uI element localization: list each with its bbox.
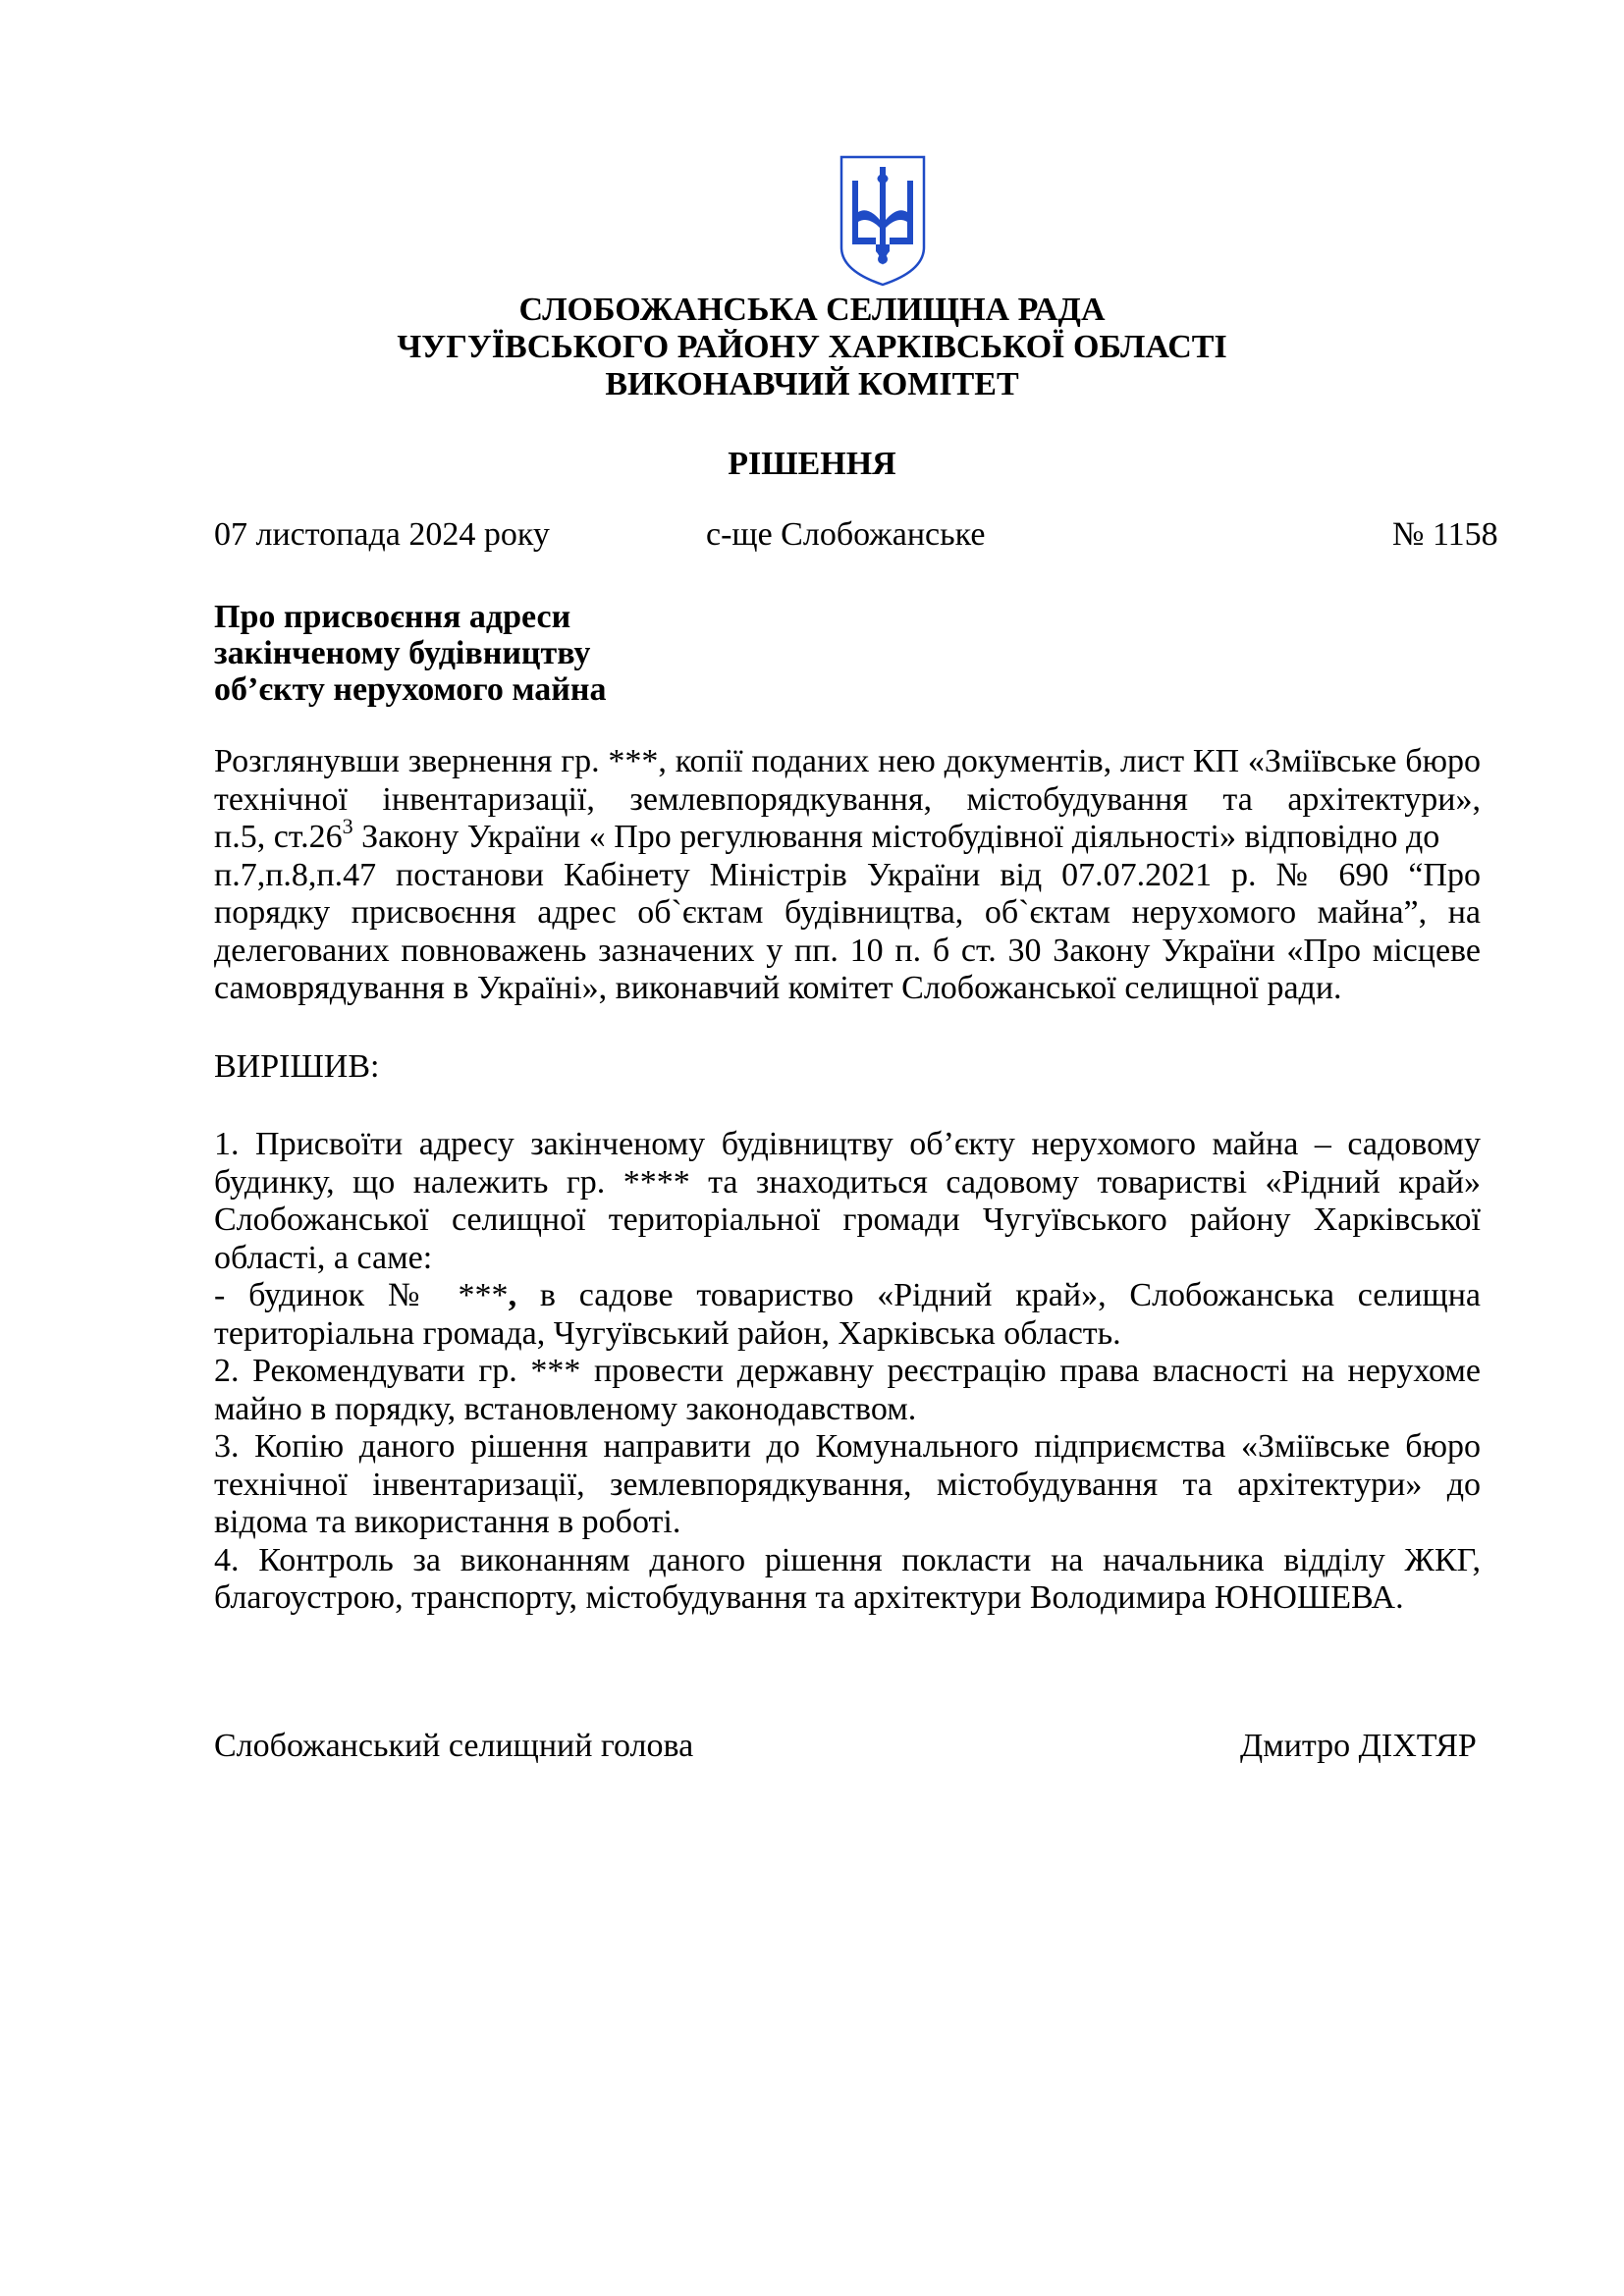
signatory-name: Дмитро ДІХТЯР [1240, 1728, 1477, 1764]
subject-line: об’єкту нерухомого майна [214, 671, 607, 708]
decision-place: с-ще Слобожанське [706, 516, 986, 553]
preamble-ref-text: п.5, ст.26 [214, 819, 343, 855]
resolution-items [214, 1126, 1481, 1618]
resolution-item-4: 4. Контроль за виконанням даного рішення покласти на начальника відділу ЖКГ, благоустрою, транспорту, містобудування та архітектури Володимира ЮНОШЕВА. [214, 1541, 1481, 1616]
preamble-line: п.7,п.8,п.47 постанови Кабінету Міністрів України від 07.07.2021 р. № 690 “Про [214, 856, 1481, 893]
preamble-line: порядку присвоєння адрес об`єктам будівництва, об`єктам нерухомого майна”, на [214, 894, 1481, 931]
district-name: ЧУГУЇВСЬКОГО РАЙОНУ ХАРКІВСЬКОЇ ОБЛАСТІ [397, 329, 1227, 365]
preamble-ref-rest: Закону України « Про регулювання містобудівної діяльності» відповідно до [352, 819, 1440, 855]
resolved-heading: ВИРІШИВ: [214, 1048, 380, 1085]
preamble-line: Розглянувши звернення гр. ***, копії поданих нею документів, лист КП «Зміївське бюро [214, 743, 1481, 779]
preamble-line: делегованих повноважень зазначених у пп. 10 п. б ст. 30 Закону України «Про місцеве [214, 932, 1481, 969]
decision-number: № 1158 [1392, 516, 1498, 553]
address-comma: , [508, 1277, 517, 1313]
article-superscript: 3 [342, 814, 353, 838]
coat-of-arms-icon [837, 153, 929, 289]
signatory-position: Слобожанський селищний голова [214, 1728, 694, 1764]
preamble-line-with-superscript [214, 814, 1481, 857]
preamble-paragraph [214, 743, 1481, 1008]
subject-line: закінченому будівництву [214, 635, 591, 671]
preamble-line: технічної інвентаризації, землевпорядкування, містобудування та архітектури», [214, 780, 1481, 818]
resolution-item-1-address [214, 1277, 1481, 1353]
resolution-item-3: 3. Копію даного рішення направити до Комунального підприємства «Зміївське бюро технічної інвентаризації, землевпорядкування, містобудування та архітектури» до відома та використання в роботі. [214, 1428, 1481, 1540]
address-details: в садове товариство «Рідний край», Слобожанська селищна територіальна громада, Чугуївський район, Харківська область. [214, 1277, 1481, 1352]
decision-date: 07 листопада 2024 року [214, 516, 550, 553]
document-type-title: РІШЕННЯ [728, 446, 896, 482]
committee-name: ВИКОНАВЧИЙ КОМІТЕТ [605, 366, 1019, 402]
decision-subject [214, 599, 606, 708]
resolution-item-2: 2. Рекомендувати гр. *** провести державну реєстрацію права власності на нерухоме майно в порядку, встановленому законодавством. [214, 1353, 1481, 1427]
subject-line: Про присвоєння адреси [214, 599, 571, 635]
address-house-number: - будинок № *** [214, 1277, 509, 1313]
resolution-item-1: 1. Присвоїти адресу закінченому будівництву об’єкту нерухомого майна – садовому будинку, що належить гр. **** та знаходиться садовому товаристві «Рідний край» Слобожанської селищної територіальної громади Чугуївського району Харківської області, а саме: [214, 1126, 1481, 1276]
council-name: СЛОБОЖАНСЬКА СЕЛИЩНА РАДА [518, 292, 1106, 328]
preamble-line: самоврядування в Україні», виконавчий комітет Слобожанської селищної ради. [214, 970, 1342, 1006]
